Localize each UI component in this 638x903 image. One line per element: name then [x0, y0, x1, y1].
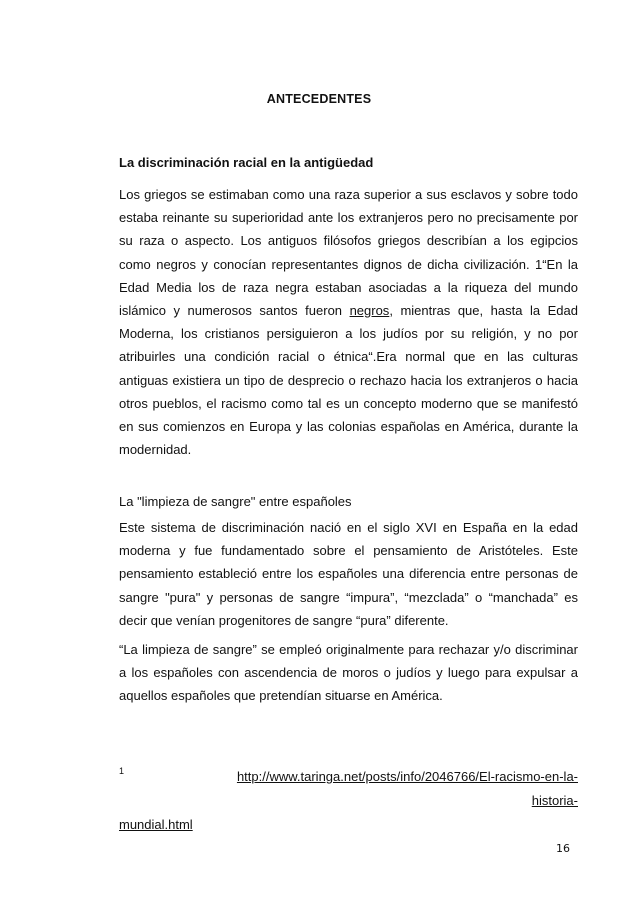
paragraph-text: Los griegos se estimaban como una raza superior a sus esclavos y sobre todo estaba reinante su superioridad ante los extranjeros pero no precisamente por su raza o aspecto. Los antiguos filósofos griegos describían a los egipcios como negros y conocían representantes dignos de dicha civilización. 1“En la Edad Media los de raza negra estaban asociadas a la riqueza del mundo islámico y numerosos santos fueron: [119, 187, 578, 319]
paragraph-discrimination: [119, 183, 578, 461]
footnote: [119, 765, 578, 837]
footnote-link[interactable]: http://www.taringa.net/posts/info/2046766/El-racismo-en-la-historia-: [236, 769, 578, 808]
section-title-discrimination: La discriminación racial en la antigüedad: [119, 155, 374, 170]
footnote-marker: 1: [119, 766, 125, 776]
footnote-link-continued[interactable]: mundial.html: [119, 817, 193, 832]
paragraph-limpieza-1: Este sistema de discriminación nació en el siglo XVI en España en la edad moderna y fue fundamentado sobre el pensamiento de Aristóteles. Este pensamiento estableció entre los españoles una diferencia entre personas de sangre "pura" y personas de sangre “impura”, “mezclada” o “manchada” es decir que venían progenitores de sangre “pura” diferente.: [119, 520, 578, 628]
paragraph-limpieza-2: “La limpieza de sangre” se empleó originalmente para rechazar y/o discriminar a los españoles con ascendencia de moros o judíos y luego para expulsar a aquellos españoles que pretendían situarse en América.: [119, 642, 578, 704]
paragraph-text: , mientras que, hasta la Edad Moderna, los cristianos persiguieron a los judíos por su religión, y no por atribuirles una condición racial o étnica“.Era normal que en las culturas antiguas existiera un tipo de desprecio o rechazo hacia los extranjeros o hacia otros pueblos, el racismo como tal es un concepto moderno que se manifestó en sus comienzos en Europa y las colonias españolas en América, durante la modernidad.: [119, 303, 578, 458]
page-number: 16: [556, 842, 570, 855]
negros-link[interactable]: negros: [349, 303, 390, 319]
section-title-limpieza: La "limpieza de sangre" entre españoles: [119, 494, 352, 509]
page-heading: ANTECEDENTES: [266, 92, 372, 106]
